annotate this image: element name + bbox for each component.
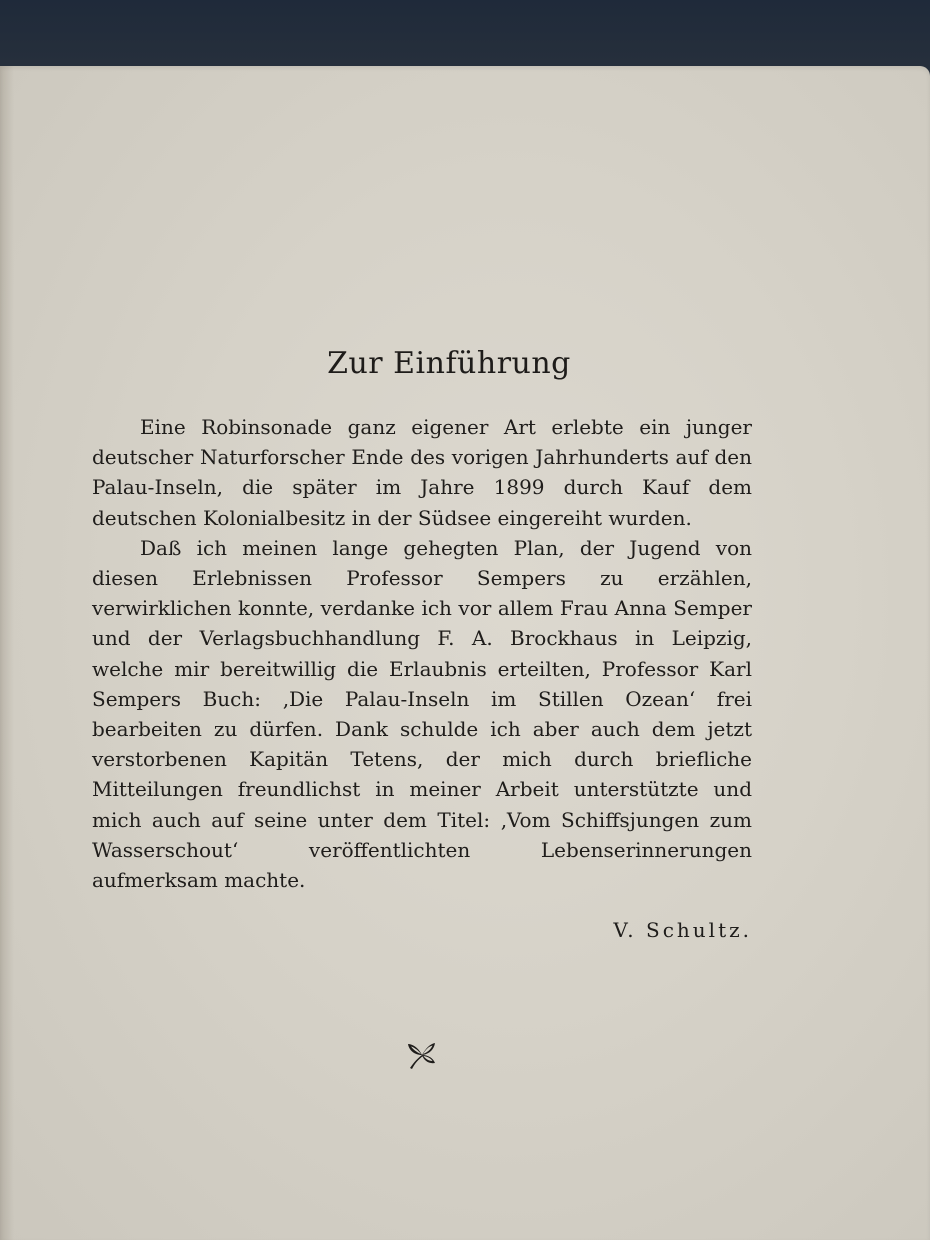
paragraph-2: Daß ich meinen lange gehegten Plan, der Jugend von diesen Erlebnissen Professor Sempers zu erzählen, verwirklichen konnte, verdanke ich vor allem Frau Anna Semper und der Verlagsbuchhandlung F. A. Brockhaus in Leipzig, welche mir bereitwillig die Erlaubnis erteilten, Professor Karl Sempers Buch: ‚Die Palau-Inseln im Stillen Ozean‘ frei bearbeiten zu dürfen. Dank schulde ich aber auch dem jetzt verstorbenen Kapitän Tetens, der mich durch briefliche Mitteilungen freundlichst in meiner Arbeit unterstützte und mich auch auf seine unter dem Titel: ‚Vom Schiffsjungen zum Wasserschout‘ veröffentlichten Lebenserinnerungen aufmerksam machte. bbox=[92, 535, 752, 893]
author-signature: V. Schultz. bbox=[613, 918, 752, 942]
paragraph-1: Eine Robinsonade ganz eigener Art erlebte ein junger deutscher Naturforscher Ende des vorigen Jahrhunderts auf den Palau-Inseln, die später im Jahre 1899 durch Kauf dem deutschen Kolonialbesitz in der Südsee eingereiht wurden. bbox=[92, 415, 752, 530]
page-heading: Zur Einführung bbox=[327, 346, 571, 381]
book-page bbox=[0, 66, 930, 1240]
body-text bbox=[92, 412, 752, 895]
leaf-ornament-icon bbox=[404, 1038, 438, 1072]
